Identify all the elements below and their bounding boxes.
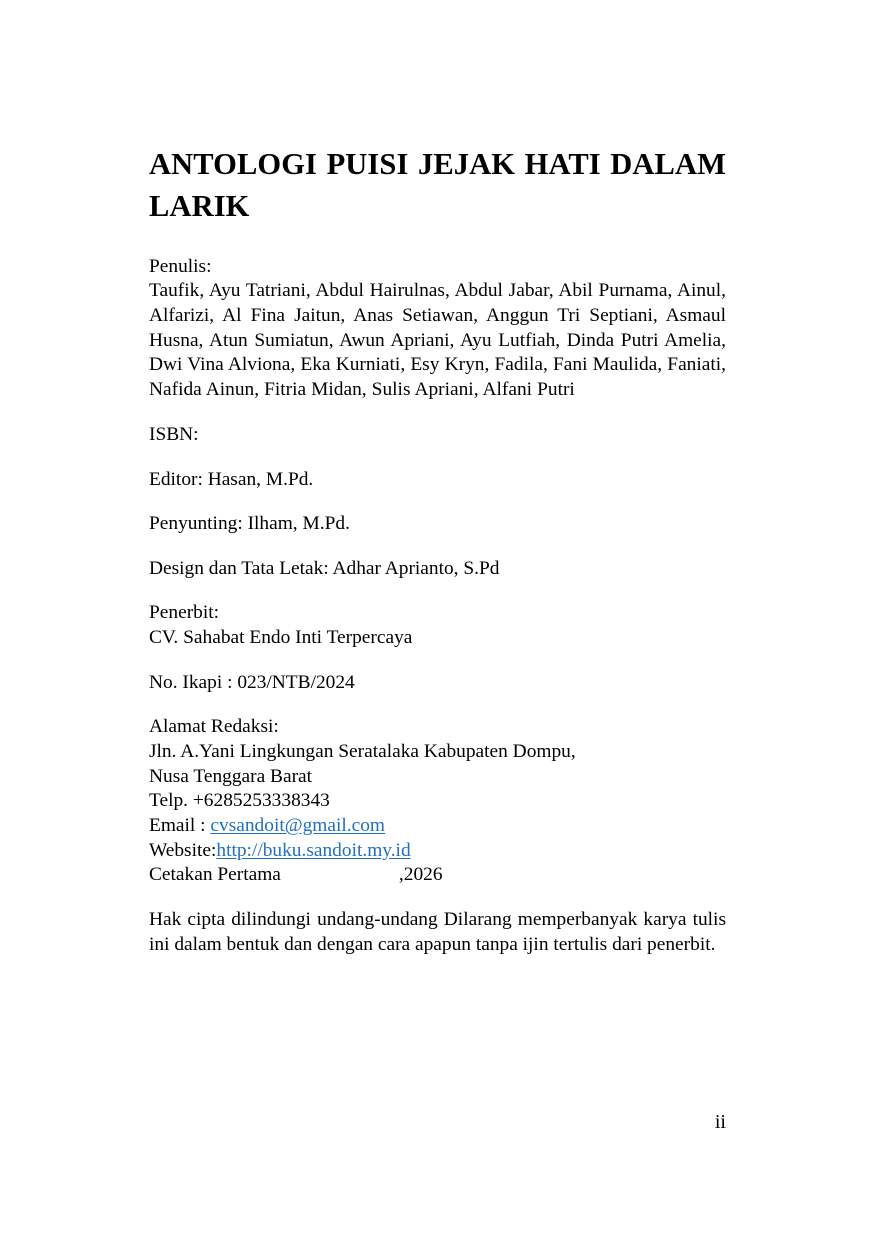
spacer [149, 651, 726, 671]
editor-line: Editor: Hasan, M.Pd. [149, 468, 314, 490]
publisher-label: Penerbit: [149, 602, 220, 624]
spacer [149, 888, 726, 908]
address-label: Alamat Redaksi: [149, 716, 279, 738]
address-email-row [149, 814, 726, 839]
address-region: Nusa Tenggara Barat [149, 765, 313, 787]
address-street: Jln. A.Yani Lingkungan Seratalaka Kabupaten Dompu, [149, 741, 576, 762]
isbn-line: ISBN: [149, 423, 199, 445]
authors-section [149, 255, 726, 403]
address-website-row [149, 839, 726, 864]
authors-label: Penulis: [149, 255, 212, 277]
proofreader-line: Penyunting: Ilham, M.Pd. [149, 513, 350, 535]
printing-row [149, 863, 726, 888]
printing-year: ,2026 [398, 864, 443, 886]
copyright-notice: Hak cipta dilindungi undang-undang Dilarang memperbanyak karya tulis ini dalam bentuk dan dengan cara apapun tanpa ijin tertulis dari penerbit. [149, 908, 726, 955]
spacer [149, 403, 726, 423]
spacer [149, 228, 726, 255]
email-label: Email : [149, 814, 211, 836]
layout-designer-line: Design dan Tata Letak: Adhar Aprianto, S.Pd [149, 557, 500, 579]
website-label: Website: [149, 839, 217, 861]
page-title [149, 144, 726, 228]
page-content [149, 144, 726, 957]
title-line-1: ANTOLOGI PUISI JEJAK HATI DALAM [149, 147, 726, 181]
ikapi-number: No. Ikapi : 023/NTB/2024 [149, 671, 355, 693]
address-phone: Telp. +6285253338343 [149, 790, 330, 812]
spacer [149, 695, 726, 715]
spacer [149, 537, 726, 557]
address-section [149, 715, 726, 887]
email-link[interactable]: cvsandoit@gmail.com [210, 814, 385, 836]
page-number: ii [714, 1111, 726, 1133]
publisher-name: CV. Sahabat Endo Inti Terpercaya [149, 627, 413, 649]
website-link[interactable]: http://buku.sandoit.my.id [216, 839, 411, 861]
title-line-2: LARIK [149, 188, 250, 223]
spacer [149, 492, 726, 512]
authors-list: Taufik, Ayu Tatriani, Abdul Hairulnas, Abdul Jabar, Abil Purnama, Ainul, Alfarizi, Al Fina Jaitun, Anas Setiawan, Anggun Tri Septiani, Asmaul Husna, Atun Sumiatun, Awun Apriani, Ayu Lutfiah, Dinda Putri Amelia, Dwi Vina Alviona, Eka Kurniati, Esy Kryn, Fadila, Fani Maulida, Faniati, Nafida Ainun, Fitria Midan, Sulis Apriani, Alfani Putri [149, 280, 726, 401]
spacer [149, 448, 726, 468]
printing-label: Cetakan Pertama [149, 864, 281, 886]
publisher-section [149, 601, 726, 650]
spacer [149, 581, 726, 601]
